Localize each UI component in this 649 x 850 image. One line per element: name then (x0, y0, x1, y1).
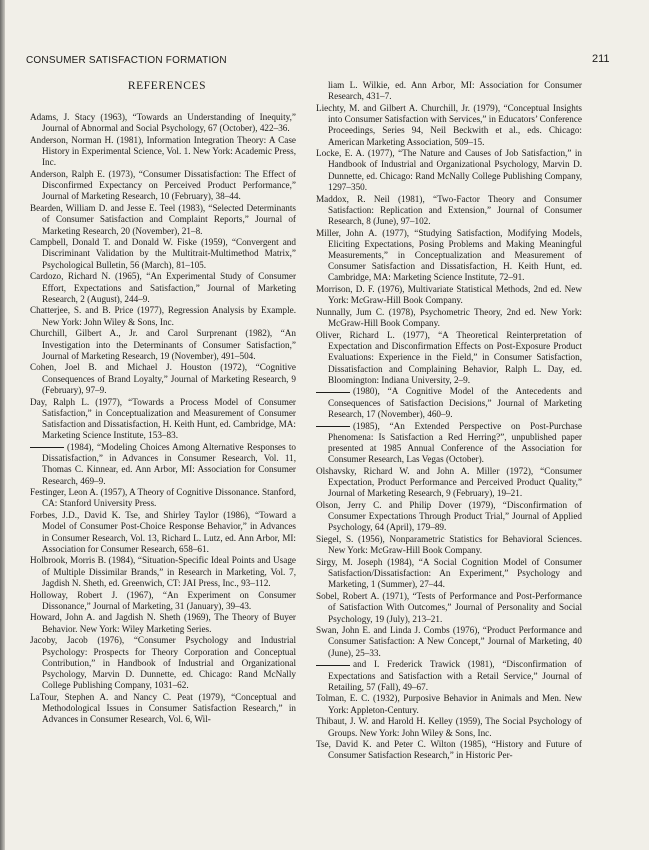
repeat-author-rule (316, 426, 350, 427)
reference-entry: Liechty, M. and Gilbert A. Churchill, Jr. (1979), “Conceptual Insights into Consumer Satisfaction with Services,” in Educators’ Conference Proceedings, Series 94, Neil Beckwith et al., eds. Chicago: American Marketing Association, 509–15. (316, 102, 582, 147)
reference-entry: Sirgy, M. Joseph (1984), “A Social Cognition Model of Consumer Satisfaction/Dissatisfaction: An Experiment,” Psychology and Marketing, 1 (Summer), 27–44. (316, 557, 582, 590)
reference-entry: Festinger, Leon A. (1957), A Theory of Cognitive Dissonance. Stanford, CA: Stanford University Press. (30, 487, 296, 509)
reference-entry: Thibaut, J. W. and Harold H. Kelley (1959), The Social Psychology of Groups. New York: John Wiley & Sons, Inc. (316, 716, 582, 738)
page-spine-shadow (0, 0, 5, 850)
reference-entry: Swan, John E. and Linda J. Combs (1976), “Product Performance and Consumer Satisfaction: A New Concept,” Journal of Marketing, 40 (June), 25–33. (316, 625, 582, 658)
section-title: REFERENCES (127, 80, 207, 92)
references-column-left (30, 80, 296, 726)
running-head: CONSUMER SATISFACTION FORMATION (26, 55, 227, 66)
reference-entry: Anderson, Norman H. (1981), Information Integration Theory: A Case History in Experimental Science, Vol. 1. New York: Academic Press, Inc. (30, 134, 296, 168)
reference-continuation: liam L. Wilkie, ed. Ann Arbor, MI: Association for Consumer Research, 431–7. (328, 80, 582, 102)
reference-entry: Locke, E. A. (1977), “The Nature and Causes of Job Satisfaction,” in Handbook of Industrial and Organizational Psychology, Marvin D. Dunnette, ed. Chicago: Rand McNally College Publishing Company, 1297–350. (316, 148, 582, 192)
reference-entry: Campbell, Donald T. and Donald W. Fiske (1959), “Convergent and Discriminant Validation by the Multitrait-Multimethod Matrix,” Psychological Bulletin, 56 (March), 81–105. (30, 237, 296, 270)
reference-entry: Chatterjee, S. and B. Price (1977), Regression Analysis by Example. New York: John Wiley & Sons, Inc. (30, 305, 296, 327)
reference-text: (1985), “An Extended Perspective on Post-Purchase Phenomena: Is Satisfaction a Red Herring?”, unpublished paper presented at 1985 Annual Conference of the Association for Consumer Research, Las Vegas (October). (328, 420, 582, 465)
reference-entry: Howard, John A. and Jagdish N. Sheth (1969), The Theory of Buyer Behavior. New York: Wiley Marketing Series. (30, 612, 296, 634)
reference-entry: Nunnally, Jum C. (1978), Psychometric Theory, 2nd ed. New York: McGraw-Hill Book Company. (316, 307, 582, 329)
reference-entry: Cohen, Joel B. and Michael J. Houston (1972), “Cognitive Consequences of Brand Loyalty,” Journal of Marketing Research, 9 (February), 97–9. (30, 362, 296, 395)
references-column-right (316, 80, 582, 762)
reference-entry: Olson, Jerry C. and Philip Dover (1979), “Disconfirmation of Consumer Expectations Through Product Trial,” Journal of Applied Psychology, 64 (April), 179–89. (316, 500, 582, 533)
reference-entry: Cardozo, Richard N. (1965), “An Experimental Study of Consumer Effort, Expectations and Satisfaction,” Journal of Marketing Research, 2 (August), 244–9. (30, 271, 296, 304)
reference-entry: Holloway, Robert J. (1967), “An Experiment on Consumer Dissonance,” Journal of Marketing, 31 (January), 39–43. (30, 589, 296, 611)
reference-entry: Tse, David K. and Peter C. Wilton (1985), “History and Future of Consumer Satisfaction Research,” in Historic Per- (316, 739, 582, 761)
reference-entry-repeat (316, 386, 582, 420)
reference-entry-repeat (30, 442, 296, 487)
reference-entry: Siegel, S. (1956), Nonparametric Statistics for Behavioral Sciences. New York: McGraw-Hill Book Company. (316, 534, 582, 556)
reference-entry: Holbrook, Morris B. (1984), “Situation-Specific Ideal Points and Usage of Multiple Dissimilar Brands,” in Research in Marketing, Vol. 7, Jagdish N. Sheth, ed. Greenwich, CT: JAI Press, Inc., 93–112. (30, 555, 296, 588)
reference-entry: Olshavsky, Richard W. and John A. Miller (1972), “Consumer Expectation, Product Performance and Perceived Product Quality,” Journal of Marketing Research, 9 (February), 19–21. (316, 465, 582, 499)
repeat-author-rule (316, 665, 350, 666)
reference-entry-repeat (316, 659, 582, 693)
reference-text: (1984), “Modeling Choices Among Alternative Responses to Dissatisfaction,” in Advances in Consumer Research, Vol. 11, Thomas C. Kinnear, ed. Ann Arbor, MI: Association for Consumer Research, 469–9. (42, 441, 296, 486)
reference-entry: Miller, John A. (1977), “Studying Satisfaction, Modifying Models, Eliciting Expectations, Posing Problems and Making Meaningful Measurements,” in Conceptualization and Measurement of Consumer Satisfaction and Dissatisfaction, H. Keith Hunt, ed. Cambridge, MA: Marketing Science Institute, 72–91. (316, 227, 582, 283)
repeat-author-rule (316, 392, 350, 393)
reference-entry: Tolman, E. C. (1932), Purposive Behavior in Animals and Men. New York: Appleton-Century. (316, 693, 582, 715)
reference-entry: Anderson, Ralph E. (1973), “Consumer Dissatisfaction: The Effect of Disconfirmed Expectancy on Perceived Product Performance,” Journal of Marketing Research, 10 (February), 38–44. (30, 169, 296, 202)
reference-text: (1980), “A Cognitive Model of the Antecedents and Consequences of Satisfaction Decisions,” Journal of Marketing Research, 17 (November), 460–9. (328, 386, 582, 419)
reference-entry: Jacoby, Jacob (1976), “Consumer Psychology and Industrial Psychology: Prospects for Theory Corporation and Conceptual Contribution,” in Handbook of Industrial and Organizational Psychology, Marvin D. Dunnette, ed. Chicago: Rand McNally College Publishing Company, 1031–62. (30, 635, 296, 691)
reference-entry: Bearden, William D. and Jesse E. Teel (1983), “Selected Determinants of Consumer Satisfaction and Complaint Reports,” Journal of Marketing Research, 20 (November), 21–8. (30, 203, 296, 236)
reference-entry: Forbes, J.D., David K. Tse, and Shirley Taylor (1986), “Toward a Model of Consumer Post-Choice Response Behavior,” in Advances in Consumer Research, Vol. 13, Richard L. Lutz, ed. Ann Arbor, MI: Association for Consumer Research, 658–61. (30, 510, 296, 554)
reference-entry: LaTour, Stephen A. and Nancy C. Peat (1979), “Conceptual and Methodological Issues in Consumer Satisfaction Research,” in Advances in Consumer Research, Vol. 6, Wil- (30, 691, 296, 725)
reference-entry: Adams, J. Stacy (1963), “Towards an Understanding of Inequity,” Journal of Abnormal and Social Psychology, 67 (October), 422–36. (30, 112, 296, 134)
reference-entry: Churchill, Gilbert A., Jr. and Carol Surprenant (1982), “An Investigation into the Determinants of Consumer Satisfaction,” Journal of Marketing Research, 19 (November), 491–504. (30, 328, 296, 361)
reference-entry: Day, Ralph L. (1977), “Towards a Process Model of Consumer Satisfaction,” in Conceptualization and Measurement of Consumer Satisfaction and Dissatisfaction, H. Keith Hunt, ed. Cambridge, MA: Marketing Science Institute, 153–83. (30, 396, 296, 441)
reference-entry-repeat (316, 421, 582, 466)
reference-entry: Morrison, D. F. (1976), Multivariate Statistical Methods, 2nd ed. New York: McGraw-Hill Book Company. (316, 284, 582, 306)
reference-entry: Oliver, Richard L. (1977), “A Theoretical Reinterpretation of Expectation and Disconfirmation Effects on Post-Exposure Product Evaluations: Experience in the Field,” in Consumer Satisfaction, Dissatisfaction and Complaining Behavior, Ralph L. Day, ed. Bloomington: Indiana University, 2–9. (316, 329, 582, 385)
reference-entry: Maddox, R. Neil (1981), “Two-Factor Theory and Consumer Satisfaction: Replication and Extension,” Journal of Consumer Research, 8 (June), 97–102. (316, 193, 582, 226)
page-number: 211 (592, 53, 610, 65)
reference-text: and I. Frederick Trawick (1981), “Disconfirmation of Expectations and Satisfaction with a Retail Service,” Journal of Retailing, 57 (Fall), 49–67. (328, 659, 582, 692)
reference-entry: Sobel, Robert A. (1971), “Tests of Performance and Post-Performance of Satisfaction With Outcomes,” Journal of Personality and Social Psychology, 19 (July), 213–21. (316, 591, 582, 624)
repeat-author-rule (30, 447, 64, 448)
